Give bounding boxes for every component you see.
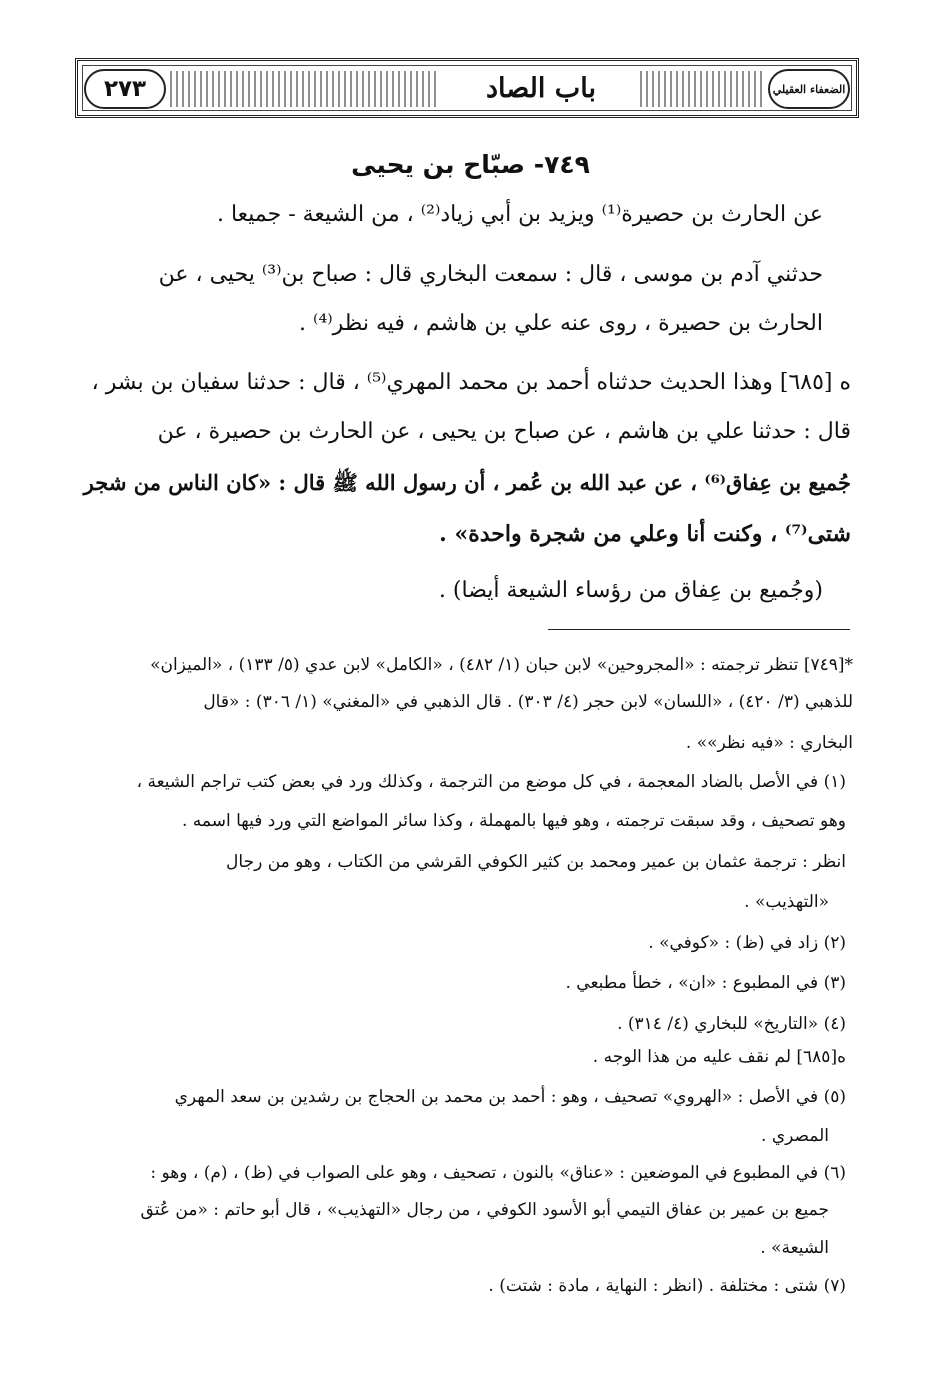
footnote-line: (٧) شتى : مختلفة . (انظر : النهاية ، مادة : شتت) . — [488, 1276, 846, 1296]
footnote-line: للذهبي (٣/ ٤٢٠) ، «اللسان» لابن حجر (٤/ ٣٠٣) . قال الذهبي في «المغني» (١/ ٣٠٦) : «قال — [203, 692, 853, 712]
ornament-left — [170, 71, 438, 107]
footnote-line: المصري . — [761, 1126, 829, 1146]
chapter-title: باب الصاد — [446, 69, 636, 109]
text-line: ه [٦٨٥] وهذا الحديث حدثناه أحمد بن محمد المهري⁽⁵⁾ ، قال : حدثنا سفيان بن بشر ، — [91, 370, 851, 395]
book-logo — [768, 69, 850, 109]
footnote-line: جميع بن عمير بن عفاق التيمي أبو الأسود الكوفي ، من رجال «التهذيب» ، قال أبو حاتم : «من عُتق — [140, 1200, 829, 1220]
footnote-line: (٢) زاد في (ظ) : «كوفي» . — [648, 933, 846, 953]
logo-text: الضعفاء العقيلي — [772, 82, 846, 96]
footnote-line: *[٧٤٩] تنظر ترجمته : «المجروحين» لابن حبان (١/ ٤٨٢) ، «الكامل» لابن عدي (٥/ ١٣٣) ، «الميزان» — [150, 655, 853, 675]
footnote-line: الشيعة» . — [760, 1238, 829, 1258]
text-line: عن الحارث بن حصيرة⁽¹⁾ ويزيد بن أبي زياد⁽²⁾ ، من الشيعة - جميعا . — [216, 202, 823, 227]
text-line: شتى⁽⁷⁾ ، وكنت أنا وعلي من شجرة واحدة» . — [439, 521, 851, 547]
footnote-line: «التهذيب» . — [744, 892, 829, 912]
text-line: حدثني آدم بن موسى ، قال : سمعت البخاري قال : صباح بن⁽³⁾ يحيى ، عن — [158, 262, 823, 287]
footnote-line: ه[٦٨٥] لم نقف عليه من هذا الوجه . — [592, 1047, 846, 1067]
footnote-line: (٣) في المطبوع : «ان» ، خطأ مطبعي . — [565, 973, 846, 993]
text-line: (وجُميع بن عِفاق من رؤساء الشيعة أيضا) . — [438, 578, 823, 603]
footnote-line: انظر : ترجمة عثمان بن عمير ومحمد بن كثير الكوفي القرشي من الكتاب ، وهو من رجال — [226, 852, 846, 872]
text-line: جُميع بن عِفاق⁽⁶⁾ ، عن عبد الله بن عُمر ، أن رسول الله ﷺ قال : «كان الناس من شجر — [83, 470, 851, 495]
entry-title: ٧٤٩- صبّاح بن يحيى — [351, 150, 590, 179]
footnote-separator — [548, 629, 850, 630]
footnote-line: (٥) في الأصل : «الهروي» تصحيف ، وهو : أحمد بن محمد بن الحجاج بن رشدين بن سعد المهري — [174, 1087, 846, 1107]
text-line: قال : حدثنا علي بن هاشم ، عن صباح بن يحيى ، عن الحارث بن حصيرة ، عن — [157, 419, 851, 444]
page-header — [75, 58, 859, 118]
footnote-line: (١) في الأصل بالضاد المعجمة ، في كل موضع من الترجمة ، وكذلك ورد في بعض كتب تراجم الشيعة ، — [136, 772, 846, 792]
footnote-line: (٤) «التاريخ» للبخاري (٤/ ٣١٤) . — [617, 1014, 846, 1034]
footnote-line: وهو تصحيف ، وقد سبقت ترجمته ، وهو فيها بالمهملة ، وكذا سائر المواضع التي ورد فيها اسمه . — [181, 811, 846, 831]
page-number-cartouche — [84, 69, 166, 109]
footnote-line: البخاري : «فيه نظر»» . — [685, 733, 853, 753]
footnote-line: (٦) في المطبوع في الموضعين : «عناق» بالنون ، تصحيف ، وهو على الصواب في (ظ) ، (م) ، وهو : — [150, 1163, 846, 1183]
text-line: الحارث بن حصيرة ، روى عنه علي بن هاشم ، فيه نظر⁽⁴⁾ . — [299, 311, 823, 336]
page-number: ٢٧٣ — [103, 76, 147, 102]
